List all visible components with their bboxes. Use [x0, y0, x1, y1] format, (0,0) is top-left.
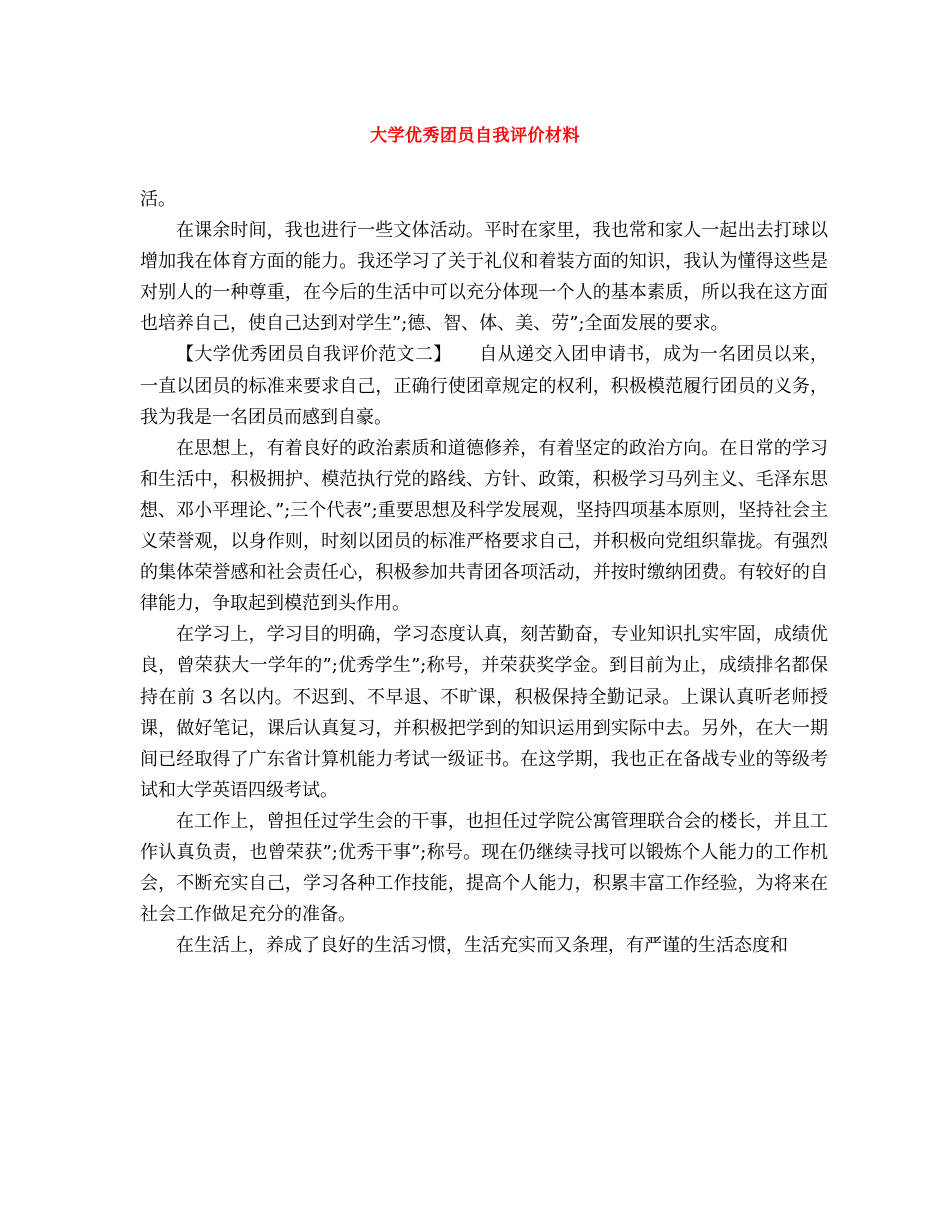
- document-title: 大学优秀团员自我评价材料: [370, 126, 580, 146]
- paragraph-continuation: 活。: [140, 189, 176, 210]
- paragraph-study: 在学习上，学习目的明确，学习态度认真，刻苦勤奋，专业知识扎实牢固，成绩优良，曾荣获大一学年的”;优秀学生”;称号，并荣获奖学金。到目前为止，成绩排名都保持在前 3 名以内。不迟到、不早退、不旷课，积极保持全勤记录。上课认真听老师授课，做好笔记，课后认真复习，并积极把学到的知识运用到实际中去。另外，在大一期间已经取得了广东省计算机能力考试一级证书。在这学期，我也正在备战专业的等级考试和大学英语四级考试。: [140, 624, 828, 801]
- paragraph-sample-two-intro: 【大学优秀团员自我评价范文二】 自从递交入团申请书，成为一名团员以来，一直以团员的标准来要求自己，正确行使团章规定的权利，积极模范履行团员的义务，我为我是一名团员而感到自豪。: [140, 344, 828, 428]
- paragraph-work: 在工作上，曾担任过学生会的干事，也担任过学院公寓管理联合会的楼长，并且工作认真负责，也曾荣获”;优秀干事”;称号。现在仍继续寻找可以锻炼个人能力的工作机会，不断充实自己，学习各种工作技能，提高个人能力，积累丰富工作经验，为将来在社会工作做足充分的准备。: [140, 810, 828, 926]
- paragraph-life: 在生活上，养成了良好的生活习惯，生活充实而又条理，有严谨的生活态度和: [176, 935, 788, 957]
- document-body: [140, 184, 828, 961]
- paragraph-leisure-activities: 在课余时间，我也进行一些文体活动。平时在家里，我也常和家人一起出去打球以增加我在体育方面的能力。我还学习了关于礼仪和着装方面的知识，我认为懂得这些是对别人的一种尊重，在今后的生活中可以充分体现一个人的基本素质，所以我在这方面也培养自己，使自己达到对学生”;德、智、体、美、劳”;全面发展的要求。: [140, 220, 828, 335]
- paragraph-ideology: 在思想上，有着良好的政治素质和道德修养，有着坚定的政治方向。在日常的学习和生活中，积极拥护、模范执行党的路线、方针、政策，积极学习马列主义、毛泽东思想、邓小平理论、”;三个代表”;重要思想及科学发展观，坚持四项基本原则，坚持社会主义荣誉观，以身作则，时刻以团员的标准严格要求自己，并积极向党组织靠拢。有强烈的集体荣誉感和社会责任心，积极参加共青团各项活动，并按时缴纳团费。有较好的自律能力，争取起到模范到头作用。: [140, 437, 828, 615]
